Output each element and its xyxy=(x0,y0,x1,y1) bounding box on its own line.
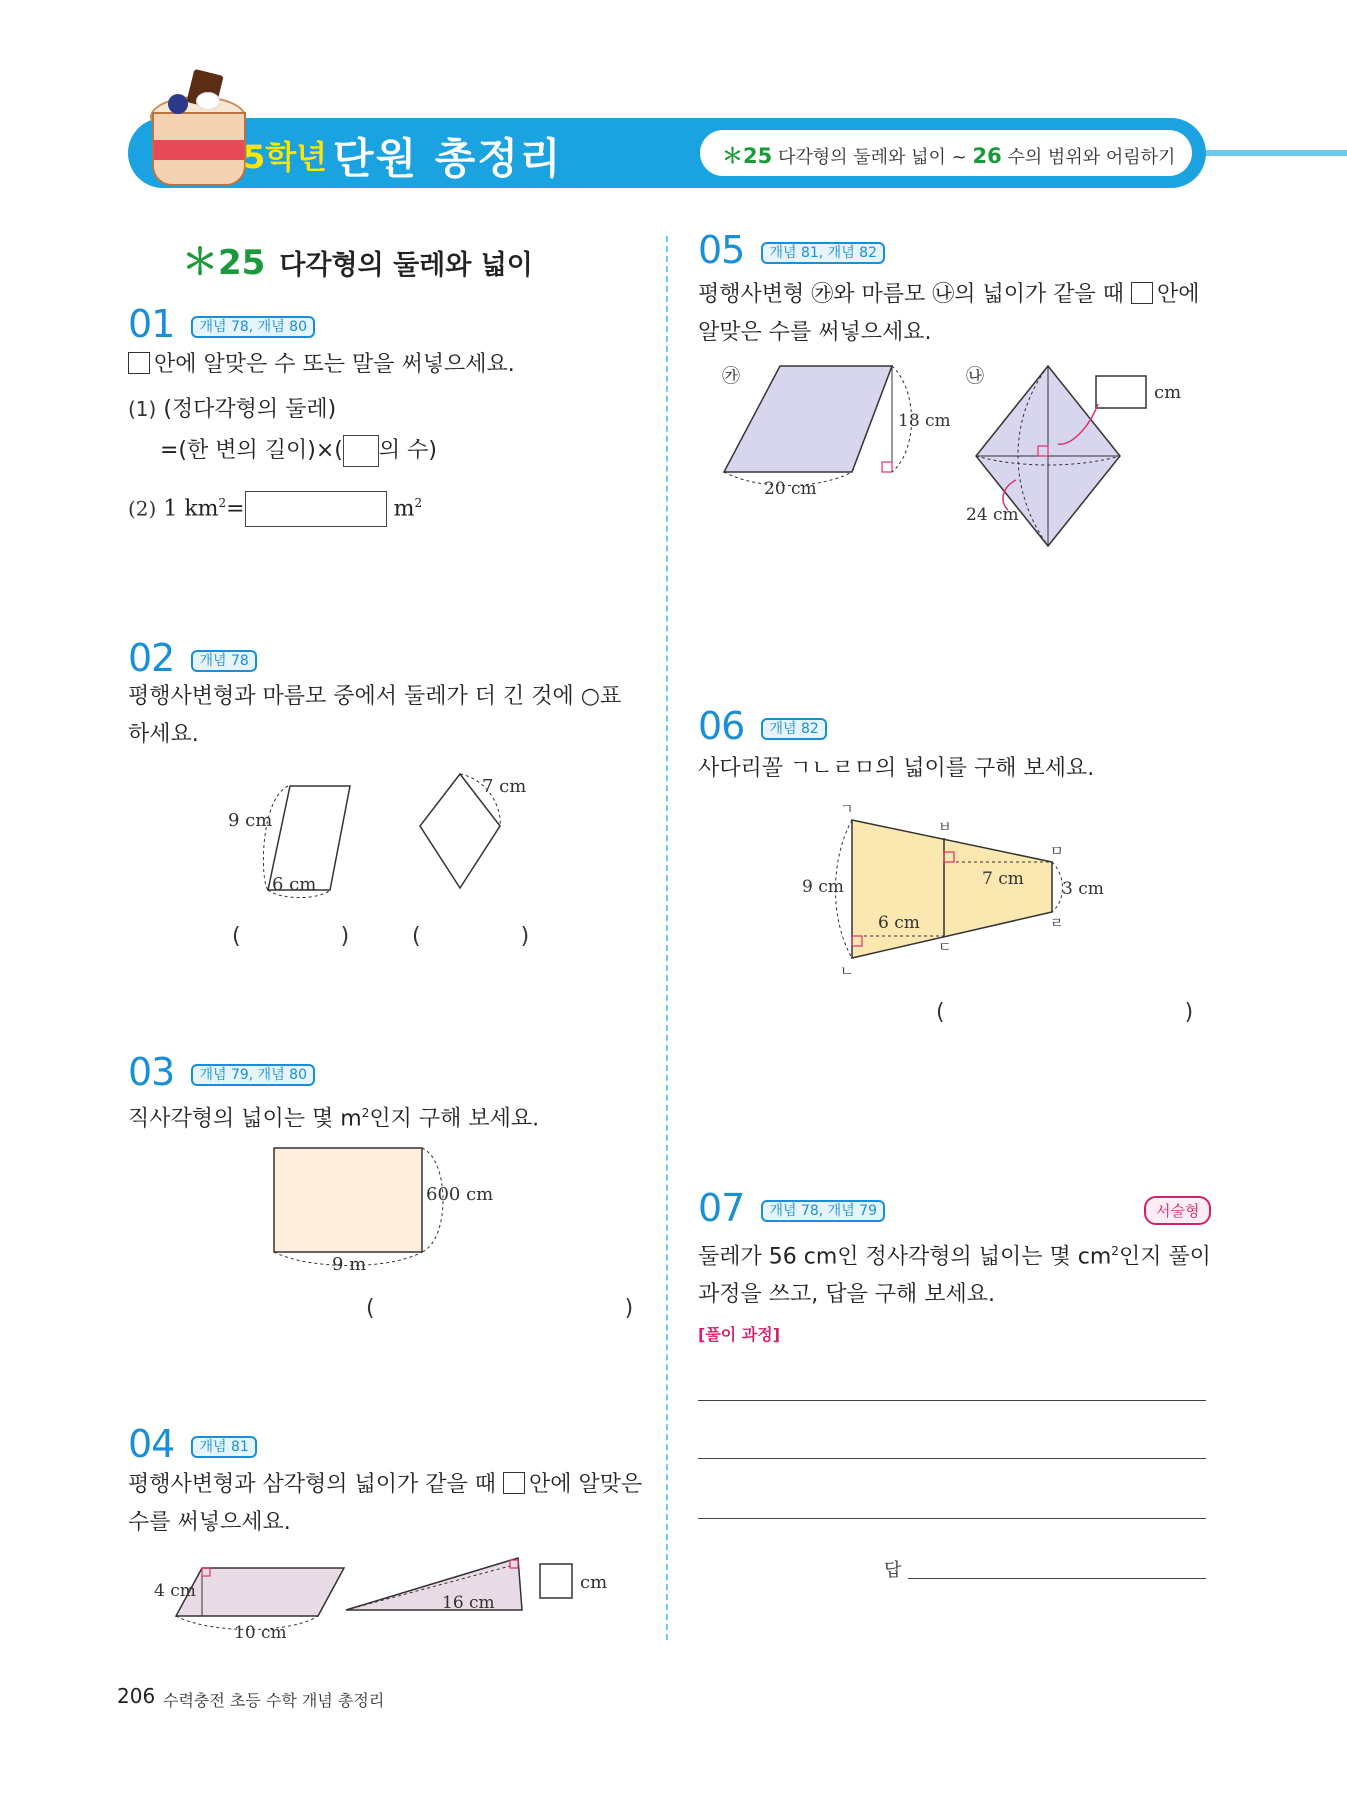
q02-rhombus-side: 7 cm xyxy=(482,776,527,797)
q02-number: 02 xyxy=(128,636,175,680)
q01-tag: 개념 78, 개념 80 xyxy=(191,316,315,338)
q05-number: 05 xyxy=(698,228,745,272)
q03-number: 03 xyxy=(128,1050,175,1094)
q02-tag: 개념 78 xyxy=(191,650,256,672)
q07-tag: 개념 78, 개념 79 xyxy=(761,1200,885,1222)
q07-number: 07 xyxy=(698,1186,745,1230)
q07-solution-label: [풀이 과정] xyxy=(698,1325,781,1344)
q06-bottom-seg: 6 cm xyxy=(878,913,920,933)
q06-left: 9 cm xyxy=(802,877,844,897)
header-accent-line xyxy=(1190,150,1347,156)
q06-number: 06 xyxy=(698,704,745,748)
q06-answer-paren[interactable]: ( ) xyxy=(936,1000,1194,1025)
svg-text:ㄷ: ㄷ xyxy=(938,940,952,956)
q01-part1-formula: =(한 변의 길이)×( 의 수) xyxy=(160,432,437,470)
q02-para-base: 6 cm xyxy=(272,874,317,895)
page-number: 206 xyxy=(117,1684,156,1708)
q01-instruction: 안에 알맞은 수 또는 말을 써넣으세요. xyxy=(128,346,515,384)
q01-header xyxy=(128,302,315,346)
q04-para-height: 4 cm xyxy=(154,1581,196,1601)
q07-badge: 서술형 xyxy=(1144,1196,1211,1225)
q04-para-base: 10 cm xyxy=(234,1623,287,1643)
svg-text:ㄱ: ㄱ xyxy=(840,802,854,818)
q07-text: 둘레가 56 cm인 정사각형의 넓이는 몇 $cm^2$인지 풀이 과정을 쓰고, 답을 구해 보세요. xyxy=(698,1244,1211,1308)
solution-line-3[interactable] xyxy=(698,1518,1206,1519)
cake-body xyxy=(152,112,246,186)
q05-figures xyxy=(718,360,1198,550)
q02-answer-paren-2[interactable]: ( ) xyxy=(412,924,530,949)
grade-label: 5학년 xyxy=(243,138,328,176)
q03-width: 9 m xyxy=(332,1254,367,1275)
page-title: 단원 총정리 xyxy=(333,134,563,183)
section-title: ＊25 다각형의 둘레와 넓이 xyxy=(182,242,533,283)
q05-text: 평행사변형 ㉮와 마름모 ㉯의 넓이가 같을 때 안에 알맞은 수를 써넣으세요. xyxy=(698,282,1200,345)
svg-text:ㅂ: ㅂ xyxy=(938,820,952,836)
rectangle-shape xyxy=(274,1148,422,1252)
q04-text: 평행사변형과 삼각형의 넓이가 같을 때 안에 알맞은 수를 써넣으세요. xyxy=(128,1472,643,1535)
svg-text:ㅁ: ㅁ xyxy=(1050,844,1064,860)
q01-number: 01 xyxy=(128,302,175,346)
q07-answer-label: 답 xyxy=(884,1560,902,1581)
solution-line-1[interactable] xyxy=(698,1400,1206,1401)
q05-label-b: ㉯ xyxy=(966,366,984,387)
q06-tag: 개념 82 xyxy=(761,718,826,740)
q04-header xyxy=(128,1422,257,1466)
blank-box-icon xyxy=(1131,282,1153,304)
q05-unit: cm xyxy=(1154,382,1182,403)
column-divider xyxy=(666,236,668,1640)
q02-text: 평행사변형과 마름모 중에서 둘레가 더 긴 것에 ○표 하세요. xyxy=(128,684,622,747)
blank-box-icon xyxy=(128,352,150,374)
q06-header xyxy=(698,704,827,748)
q01-part2: (2) 1 $km^2= m^2$ xyxy=(128,484,422,528)
q04-tri-base: 16 cm xyxy=(442,1593,495,1613)
q05-parallelogram xyxy=(724,366,892,472)
q03-text: 직사각형의 넓이는 몇 $m^2$인지 구해 보세요. xyxy=(128,1106,540,1132)
q04-parallelogram xyxy=(176,1568,344,1616)
q05-tag: 개념 81, 개념 82 xyxy=(761,242,885,264)
q02-figures xyxy=(220,770,550,900)
q02-header xyxy=(128,636,257,680)
q04-triangle xyxy=(346,1558,522,1610)
q07-answer-line[interactable] xyxy=(908,1578,1206,1579)
trapezoid-shape xyxy=(852,820,1052,958)
q01-answer-box-1[interactable] xyxy=(343,435,379,467)
q02-answer-paren-1[interactable]: ( ) xyxy=(232,924,350,949)
q04-number: 04 xyxy=(128,1422,175,1466)
q06-right: 3 cm xyxy=(1062,879,1104,899)
q01-part1: (1) (정다각형의 둘레) xyxy=(128,397,337,422)
q03-header xyxy=(128,1050,315,1094)
q04-figures xyxy=(150,1550,620,1650)
book-title: 수력충전 초등 수학 개념 총정리 xyxy=(163,1691,385,1710)
q04-unit: cm xyxy=(580,1572,608,1593)
svg-text:ㄴ: ㄴ xyxy=(840,964,854,980)
solution-line-2[interactable] xyxy=(698,1458,1206,1459)
q04-tag: 개념 81 xyxy=(191,1436,256,1458)
q05-header xyxy=(698,228,885,272)
q04-answer-box[interactable] xyxy=(540,1564,572,1598)
blank-box-icon xyxy=(503,1472,525,1494)
q03-tag: 개념 79, 개념 80 xyxy=(191,1064,315,1086)
svg-text:ㄹ: ㄹ xyxy=(1050,916,1064,932)
q05-para-height: 18 cm xyxy=(898,411,951,431)
q05-para-base: 20 cm xyxy=(764,479,817,499)
q01-answer-box-2[interactable] xyxy=(245,491,387,527)
q03-height: 600 cm xyxy=(426,1184,494,1205)
q06-top-seg: 7 cm xyxy=(982,869,1024,889)
q06-text: 사다리꼴 ㄱㄴㄹㅁ의 넓이를 구해 보세요. xyxy=(698,756,1095,781)
q07-header xyxy=(698,1186,885,1230)
unit-range: ＊25 다각형의 둘레와 넓이 ~ 26 수의 범위와 어림하기 xyxy=(722,144,1176,168)
q05-answer-box[interactable] xyxy=(1096,376,1146,408)
q02-para-side: 9 cm xyxy=(228,810,273,831)
q06-figure xyxy=(800,800,1120,980)
cream-icon xyxy=(196,92,220,110)
q03-answer-paren[interactable]: ( ) xyxy=(366,1296,634,1321)
q05-label-a: ㉮ xyxy=(722,366,740,387)
q03-figure xyxy=(270,1140,510,1280)
q05-rhombus-diag: 24 cm xyxy=(966,505,1019,525)
blueberry-icon xyxy=(168,94,188,114)
